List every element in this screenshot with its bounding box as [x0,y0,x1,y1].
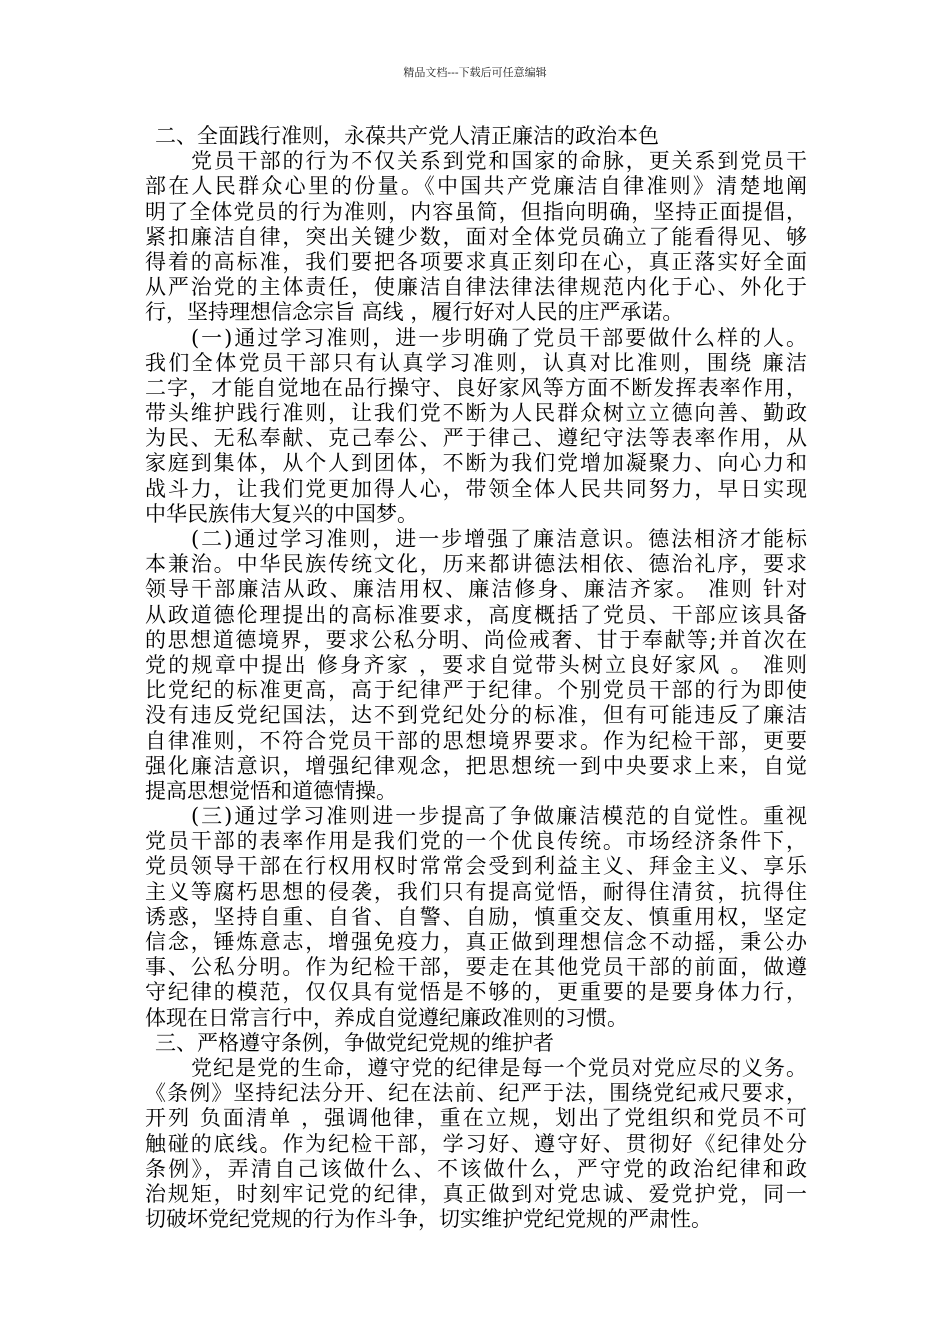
text-line: 条例》，弄清自己该做什么、不该做什么，严守党的政治纪律和政 [145,1156,807,1181]
text-line: 切破坏党纪党规的行为作斗争，切实维护党纪党规的严肃性。 [145,1207,712,1232]
text-line: 强化廉洁意识，增强纪律观念，把思想统一到中央要求上来，自觉 [145,753,807,778]
text-line: 党员干部的行为不仅关系到党和国家的命脉，更关系到党员干 [191,149,807,174]
text-line: 我们全体党员干部只有认真学习准则，认真对比准则，围绕 廉洁 [145,350,807,375]
text-line: 战斗力，让我们党更加得人心，带领全体人民共同努力，早日实现 [145,476,807,501]
text-line: 体现在日常言行中，养成自觉遵纪廉政准则的习惯。 [145,1005,628,1030]
text-line: 为民、无私奉献、克己奉公、严于律己、遵纪守法等表率作用，从 [145,426,807,451]
text-line: 开列 负面清单 ，强调他律，重在立规，划出了党组织和党员不可 [145,1106,807,1131]
text-line: 二字，才能自觉地在品行操守、良好家风等方面不断发挥表率作用， [145,375,807,400]
text-line: 的思想道德境界，要求公私分明、尚俭戒奢、甘于奉献等;并首次在 [145,627,807,652]
text-line: 信念，锤炼意志，增强免疫力，真正做到理想信念不动摇，秉公办 [145,930,807,954]
text-line: 诱惑，坚持自重、自省、自警、自励，慎重交友、慎重用权，坚定 [145,904,807,929]
text-line: 从政道德伦理提出的高标准要求，高度概括了党员、干部应该具备 [145,602,807,627]
text-line: (二)通过学习准则，进一步增强了廉洁意识。德法相济才能标 [191,527,807,551]
text-line: 触碰的底线。作为纪检干部，学习好、遵守好、贯彻好《纪律处分 [145,1131,807,1156]
text-line: 事、公私分明。作为纪检干部，要走在其他党员干部的前面，做遵 [145,955,807,980]
text-line: 党纪是党的生命，遵守党的纪律是每一个党员对党应尽的义务。 [191,1055,807,1080]
text-line: 明了全体党员的行为准则，内容虽简，但指向明确，坚持正面提倡， [145,199,807,224]
text-line: 没有违反党纪国法，达不到党纪处分的标准，但有可能违反了廉洁 [145,703,807,728]
text-line: 行，坚持理想信念宗旨 高线 ，履行好对人民的庄严承诺。 [145,300,684,325]
text-line: 党的规章中提出 修身齐家 ，要求自觉带头树立良好家风 。 准则 [145,652,807,677]
text-line: 主义等腐朽思想的侵袭，我们只有提高觉悟，耐得住清贫，抗得住 [145,879,807,904]
page-header: 精品文档---下载后可任意编辑 [403,66,547,79]
text-line: 家庭到集体，从个人到团体，不断为我们党增加凝聚力、向心力和 [145,451,807,476]
text-line: 紧扣廉洁自律，突出关键少数，面对全体党员确立了能看得见、够 [145,224,807,249]
text-line: 守纪律的模范，仅仅具有觉悟是不够的，更重要的是要身体力行， [145,980,807,1005]
text-line: 《条例》坚持纪法分开、纪在法前、纪严于法，围绕党纪戒尺要求， [145,1081,807,1106]
text-line: 领导干部廉洁从政、廉洁用权、廉洁修身、廉洁齐家。 准则 针对 [145,577,807,602]
text-line: 部在人民群众心里的份量。《中国共产党廉洁自律准则》清楚地阐 [145,174,807,199]
text-line: 带头维护践行准则，让我们党不断为人民群众树立立德向善、勤政 [145,401,807,426]
text-line: 比党纪的标准更高，高于纪律严于纪律。个别党员干部的行为即使 [145,678,807,703]
text-line: 提高思想觉悟和道德情操。 [145,778,397,803]
text-line: 自律准则，不符合党员干部的思想境界要求。作为纪检干部，更要 [145,728,807,753]
text-line: (三)通过学习准则进一步提高了争做廉洁模范的自觉性。重视 [191,804,807,829]
text-line: 得着的高标准，我们要把各项要求真正刻印在心，真正落实好全面 [145,249,807,274]
text-line: 治规矩，时刻牢记党的纪律，真正做到对党忠诚、爱党护党，同一 [145,1181,807,1206]
text-line: 党员干部的表率作用是我们党的一个优良传统。市场经济条件下， [145,829,807,854]
document-body [145,124,807,1232]
text-line: (一)通过学习准则，进一步明确了党员干部要做什么样的人。 [191,325,807,350]
section-heading: 二、全面践行准则，永葆共产党人清正廉洁的政治本色 [155,124,659,148]
text-line: 从严治党的主体责任，使廉洁自律法律法律规范内化于心、外化于 [145,275,807,300]
text-line: 中华民族伟大复兴的中国梦。 [145,501,418,526]
section-heading: 三、严格遵守条例，争做党纪党规的维护者 [155,1030,554,1055]
text-line: 本兼治。中华民族传统文化，历来都讲德法相依、德治礼序，要求 [145,552,807,577]
text-line: 党员领导干部在行权用权时常常会受到利益主义、拜金主义、享乐 [145,854,807,879]
